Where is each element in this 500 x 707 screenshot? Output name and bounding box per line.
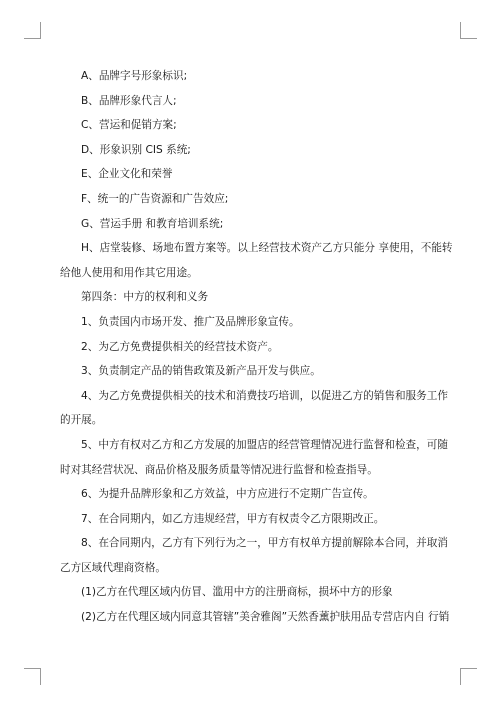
paragraph: 1、负责国内市场开发、推广及品牌形象宣传。 (81, 315, 300, 328)
paragraph: 2、为乙方免费提供相关的经营技术资产。 (81, 340, 279, 353)
paragraph: 5、中方有权对乙方和乙方发展的加盟店的经营管理情况进行监督和检查，可随 (81, 438, 448, 451)
paragraph: 8、在合同期内，乙方有下列行为之一，甲方有权单方提前解除本合同，并取消 (81, 537, 448, 550)
paragraph-continuation: 时对其经营状况、商品价格及服务质量等情况进行监督和检查指导。 (60, 463, 378, 476)
crop-mark-bottom-right (460, 668, 477, 685)
paragraph-continuation: 的开展。 (60, 414, 103, 427)
paragraph: D、形象识别 CIS 系统; (81, 143, 191, 156)
paragraph: 6、为提升品牌形象和乙方效益，中方应进行不定期广告宣传。 (81, 488, 374, 501)
paragraph: 4、为乙方免费提供相关的技术和消费技巧培训，以促进乙方的销售和服务工作 (81, 389, 448, 402)
crop-mark-top-right (460, 22, 477, 39)
paragraph: (2)乙方在代理区域内同意其管辖”美舍雅阁”天然香薰护肤用品专营店内自 行销 (81, 611, 450, 624)
paragraph: (1)乙方在代理区域内仿冒、滥用中方的注册商标，损坏中方的形象 (81, 586, 393, 599)
paragraph: H、店堂装修、场地布置方案等。以上经营技术资产乙方只能分 享使用，不能转 (81, 242, 453, 255)
crop-mark-top-left (24, 22, 41, 39)
document-body (60, 64, 453, 630)
paragraph: C、营运和促销方案; (81, 119, 177, 132)
paragraph: B、品牌形象代言人; (81, 94, 177, 107)
paragraph: A、品牌字号形象标识; (81, 70, 188, 82)
paragraph: F、统一的广告资源和广告效应; (81, 192, 229, 205)
paragraph: 7、在合同期内，如乙方违规经营，甲方有权责令乙方限期改正。 (81, 512, 385, 525)
paragraph: G、营运手册 和教育培训系统; (81, 217, 224, 230)
section-heading: 第四条：中方的权利和义务 (81, 291, 209, 304)
paragraph-continuation: 乙方区域代理商资格。 (60, 561, 166, 574)
paragraph: 3、负责制定产品的销售政策及新产品开发与供应。 (81, 365, 321, 378)
crop-mark-bottom-left (24, 668, 41, 685)
paragraph-continuation: 给他人使用和用作其它用途。 (60, 266, 198, 279)
paragraph: E、企业文化和荣誉 (81, 168, 173, 181)
